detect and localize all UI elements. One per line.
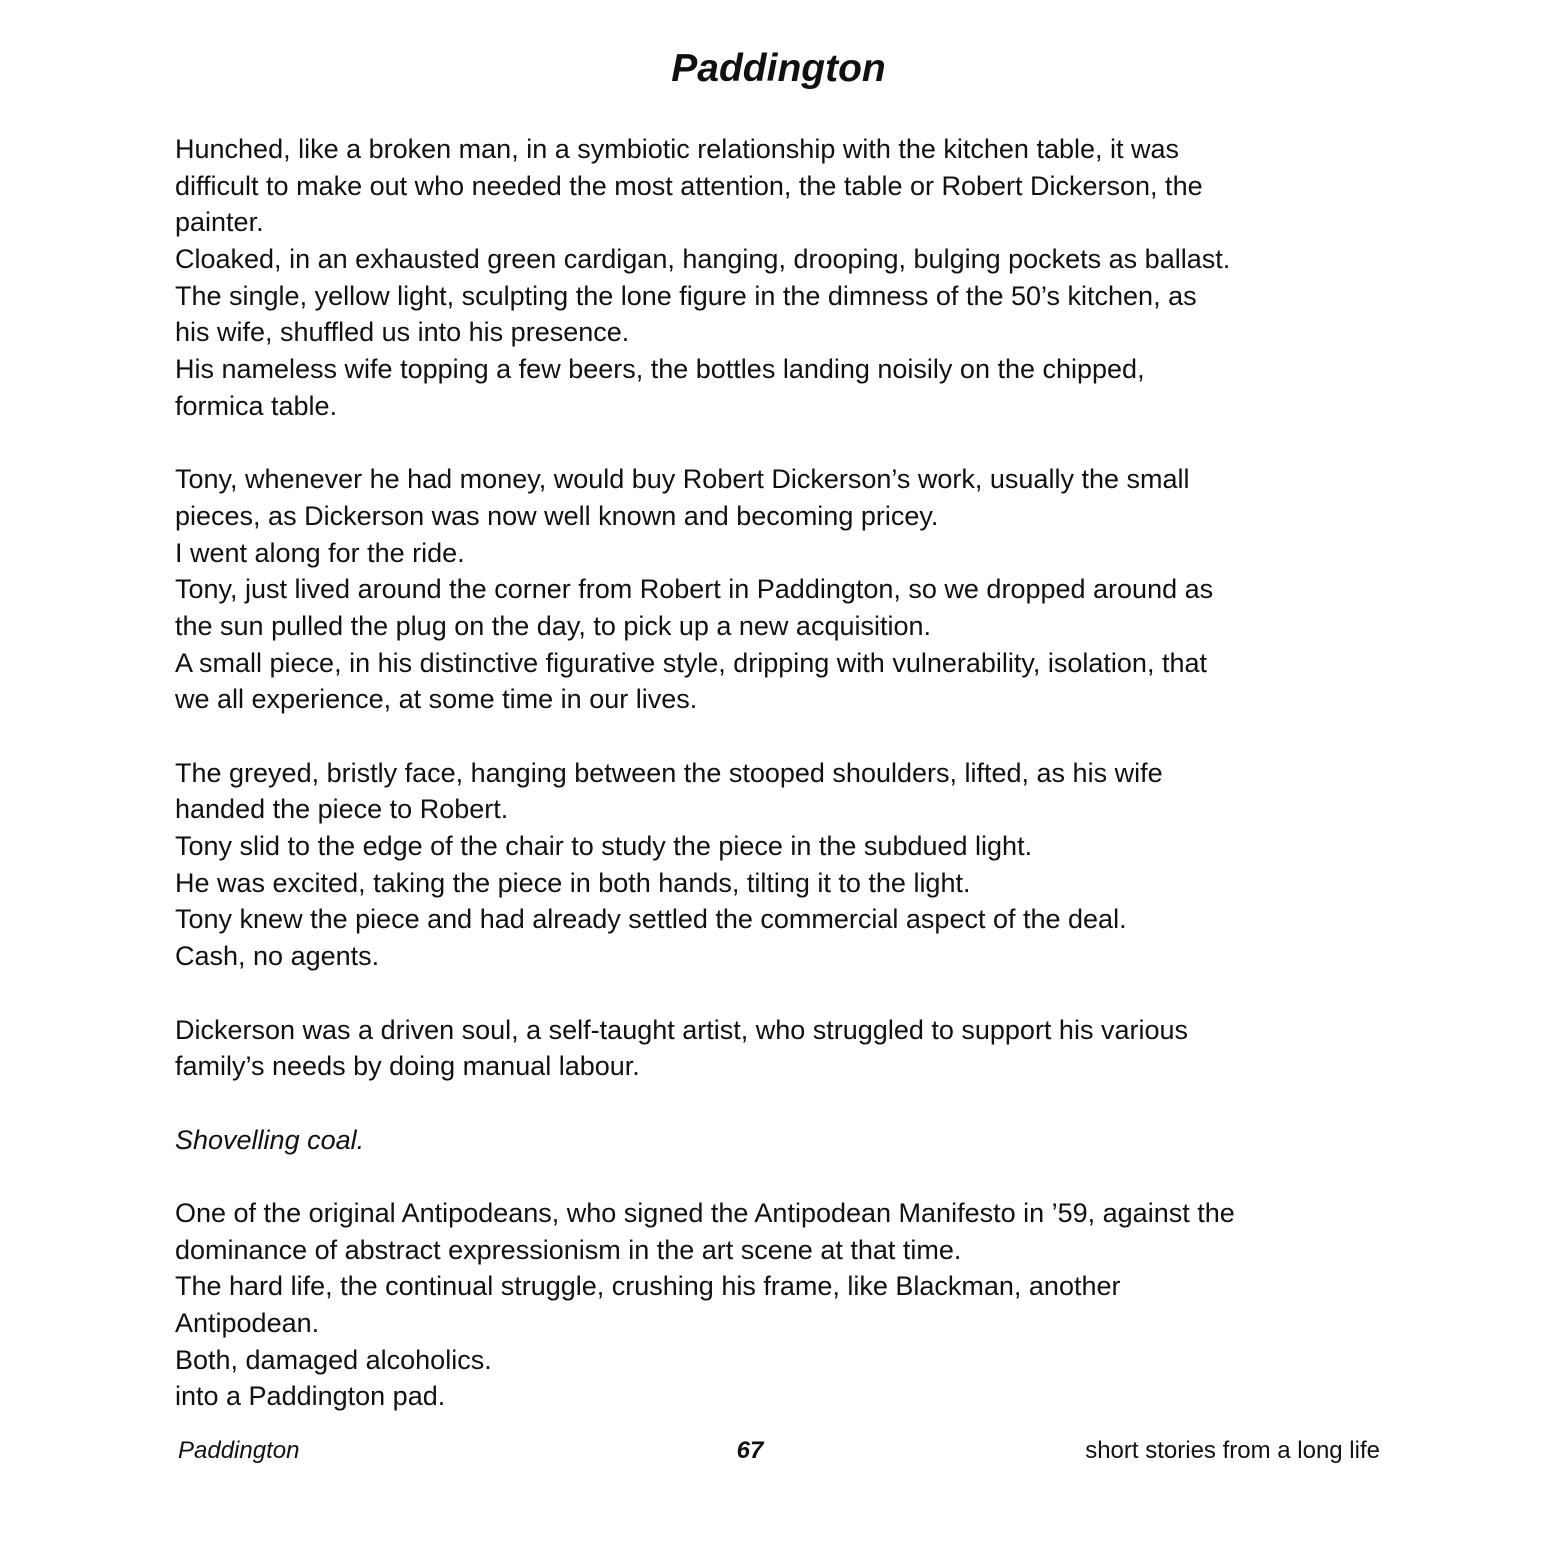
- paragraph: [175, 1122, 1405, 1159]
- text-line: The single, yellow light, sculpting the lone figure in the dimness of the 50’s kitchen, as: [175, 280, 1197, 311]
- text-line: pieces, as Dickerson was now well known and becoming pricey.: [175, 500, 939, 531]
- paragraph: [175, 1012, 1405, 1085]
- text-line: Tony, whenever he had money, would buy Robert Dickerson’s work, usually the small: [175, 464, 1190, 495]
- text-line: One of the original Antipodeans, who signed the Antipodean Manifesto in ’59, against the: [175, 1197, 1235, 1228]
- text-line: family’s needs by doing manual labour.: [175, 1051, 640, 1082]
- paragraph: [175, 1195, 1405, 1415]
- footer-chapter-title: Paddington: [178, 1437, 300, 1464]
- text-line: difficult to make out who needed the most attention, the table or Robert Dickerson, the: [175, 170, 1203, 201]
- text-line: Cash, no agents.: [175, 941, 380, 972]
- text-line: the sun pulled the plug on the day, to pick up a new acquisition.: [175, 610, 932, 641]
- paragraph-gap: [175, 1158, 1405, 1195]
- text-line: dominance of abstract expressionism in the art scene at that time.: [175, 1234, 962, 1265]
- footer-page-number: 67: [736, 1437, 764, 1464]
- text-line: painter.: [175, 207, 264, 238]
- paragraph-gap: [175, 425, 1405, 462]
- emphasis-line: Shovelling coal.: [175, 1124, 365, 1155]
- paragraph: [175, 131, 1405, 425]
- text-line: Both, damaged alcoholics.: [175, 1344, 492, 1375]
- text-line: The greyed, bristly face, hanging between the stooped shoulders, lifted, as his wife: [175, 757, 1163, 788]
- text-line: handed the piece to Robert.: [175, 794, 509, 825]
- text-line: Hunched, like a broken man, in a symbiotic relationship with the kitchen table, it was: [175, 134, 1180, 164]
- paragraph-gap: [175, 718, 1405, 755]
- text-line: A small piece, in his distinctive figurative style, dripping with vulnerability, isolation, that: [175, 647, 1207, 678]
- paragraph: [175, 755, 1405, 975]
- story-body: [175, 131, 1405, 1415]
- text-line: Tony slid to the edge of the chair to study the piece in the subdued light.: [175, 831, 1033, 862]
- paragraph-gap: [175, 975, 1405, 1012]
- paragraph: [175, 461, 1405, 718]
- text-line: formica table.: [175, 390, 338, 421]
- text-line: His nameless wife topping a few beers, the bottles landing noisily on the chipped,: [175, 354, 1145, 385]
- text-line: his wife, shuffled us into his presence.: [175, 317, 630, 348]
- text-line: Dickerson was a driven soul, a self-taught artist, who struggled to support his various: [175, 1014, 1188, 1045]
- text-line: Antipodean.: [175, 1308, 320, 1338]
- page-title: Paddington: [671, 47, 886, 90]
- text-line: I went along for the ride.: [175, 537, 465, 568]
- text-line: Tony knew the piece and had already settled the commercial aspect of the deal.: [175, 904, 1127, 935]
- text-line: The hard life, the continual struggle, crushing his frame, like Blackman, another: [175, 1271, 1121, 1302]
- paragraph-gap: [175, 1085, 1405, 1122]
- footer-book-title: short stories from a long life: [1085, 1437, 1380, 1464]
- text-line: Cloaked, in an exhausted green cardigan, hanging, drooping, bulging pockets as ballast.: [175, 244, 1231, 275]
- text-line: we all experience, at some time in our lives.: [175, 684, 698, 715]
- text-line: Tony, just lived around the corner from Robert in Paddington, so we dropped around as: [175, 574, 1214, 605]
- text-line: into a Paddington pad.: [175, 1381, 446, 1412]
- text-line: He was excited, taking the piece in both hands, tilting it to the light.: [175, 867, 971, 898]
